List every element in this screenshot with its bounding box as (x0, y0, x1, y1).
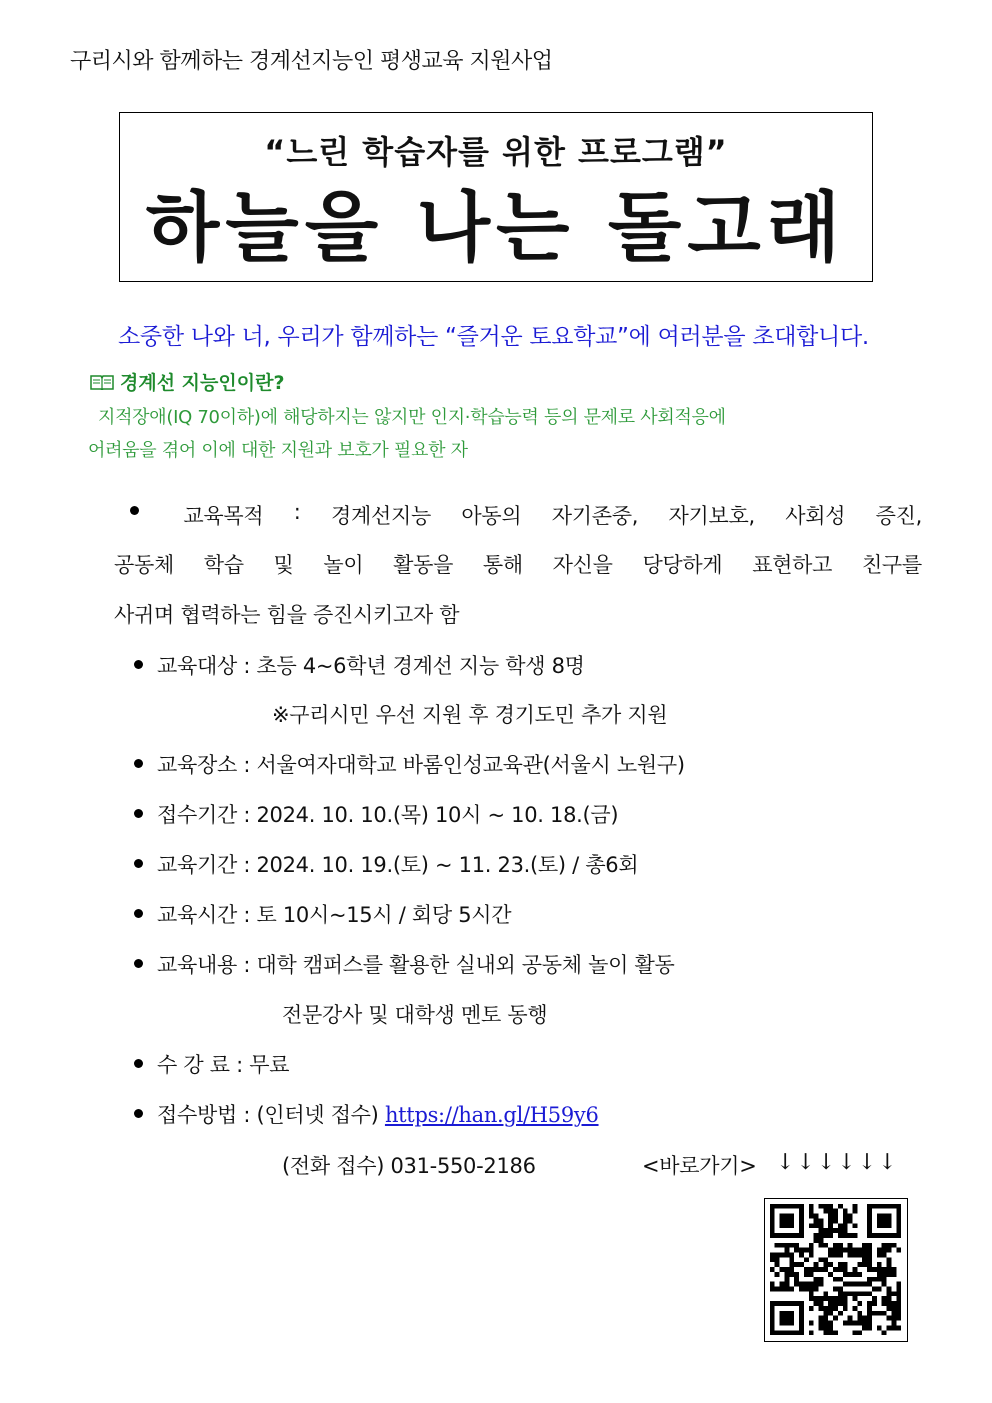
goal-word: 자신을 (552, 553, 613, 577)
definition-line-2: 어려움을 겪어 이에 대한 지원과 보호가 필요한 자 (88, 440, 468, 461)
item-target (134, 650, 585, 680)
goal-word: 표현하고 (752, 553, 833, 577)
goal-line-2 (114, 549, 922, 579)
item-phone: (전화 접수) 031-550-2186 (282, 1154, 536, 1178)
item-place (134, 749, 685, 779)
item-apply-period-text: 접수기간 : 2024. 10. 10.(목) 10시 ~ 10. 18.(금) (157, 803, 619, 827)
item-fee (134, 1049, 289, 1079)
goal-word: 활동을 (393, 553, 454, 577)
book-icon (90, 374, 114, 390)
item-method-label: 접수방법 : (인터넷 접수) (157, 1103, 385, 1127)
definition-line-1: 지적장애(IQ 70이하)에 해당하지는 않지만 인지·학습능력 등의 문제로 사회적응에 (98, 407, 726, 428)
item-content (134, 949, 674, 979)
goal-line-3: 사귀며 협력하는 힘을 증진시키고자 함 (114, 603, 460, 627)
goal-word: 교육목적 (183, 504, 264, 528)
item-content-text: 교육내용 : 대학 캠퍼스를 활용한 실내외 공동체 놀이 활동 (157, 953, 675, 977)
item-place-text: 교육장소 : 서울여자대학교 바롬인성교육관(서울시 노원구) (157, 753, 685, 777)
definition-heading-text: 경계선 지능인이란? (120, 372, 285, 394)
goal-word: 자기존중, (551, 504, 639, 528)
goal-word: 공동체 (114, 553, 174, 577)
qr-code-image (765, 1199, 906, 1340)
item-edu-period (134, 849, 638, 879)
item-target-note: ※구리시민 우선 지원 후 경기도민 추가 지원 (272, 703, 668, 727)
goal-word: 증진, (875, 504, 922, 528)
item-method (134, 1099, 599, 1129)
goal-word: 사회성 (785, 504, 846, 528)
goal-word: 학습 (203, 553, 244, 577)
goal-word: 놀이 (323, 553, 364, 577)
item-edu-time-text: 교육시간 : 토 10시~15시 / 회당 5시간 (157, 903, 512, 927)
goal-word: 아동의 (461, 504, 522, 528)
definition-heading (90, 368, 284, 395)
item-content-2: 전문강사 및 대학생 멘토 동행 (282, 1003, 548, 1027)
item-apply-period (134, 799, 618, 829)
goal-word: 친구를 (861, 553, 922, 577)
registration-link[interactable]: https://han.gl/H59y6 (384, 1103, 599, 1127)
bullet-goal (130, 500, 153, 530)
program-title: 하늘을 나는 돌고래 (145, 183, 847, 272)
item-edu-period-text: 교육기간 : 2024. 10. 19.(토) ~ 11. 23.(토) / 총6회 (157, 853, 639, 877)
qr-code[interactable] (764, 1198, 908, 1342)
item-edu-time (134, 899, 511, 929)
down-arrows: ↓↓↓↓↓↓ (776, 1150, 899, 1175)
title-box (119, 112, 873, 282)
goal-word: 통해 (482, 553, 523, 577)
goal-word: 당당하게 (642, 553, 723, 577)
shortcut-label: <바로가기> (642, 1154, 757, 1178)
goal-line-1 (130, 500, 922, 530)
item-target-text: 교육대상 : 초등 4~6학년 경계선 지능 학생 8명 (157, 654, 585, 678)
goal-word: 자기보호, (668, 504, 755, 528)
goal-word: : (293, 500, 301, 524)
goal-word: 경계선지능 (331, 504, 431, 528)
program-subtitle: “느린 학습자를 위한 프로그램” (264, 133, 728, 171)
invitation-text: 소중한 나와 너, 우리가 함께하는 “즐거운 토요학교”에 여러분을 초대합니다. (118, 324, 869, 350)
goal-word: 및 (273, 553, 294, 577)
item-fee-text: 수 강 료 : 무료 (157, 1053, 290, 1077)
header-line: 구리시와 함께하는 경계선지능인 평생교육 지원사업 (70, 49, 553, 74)
